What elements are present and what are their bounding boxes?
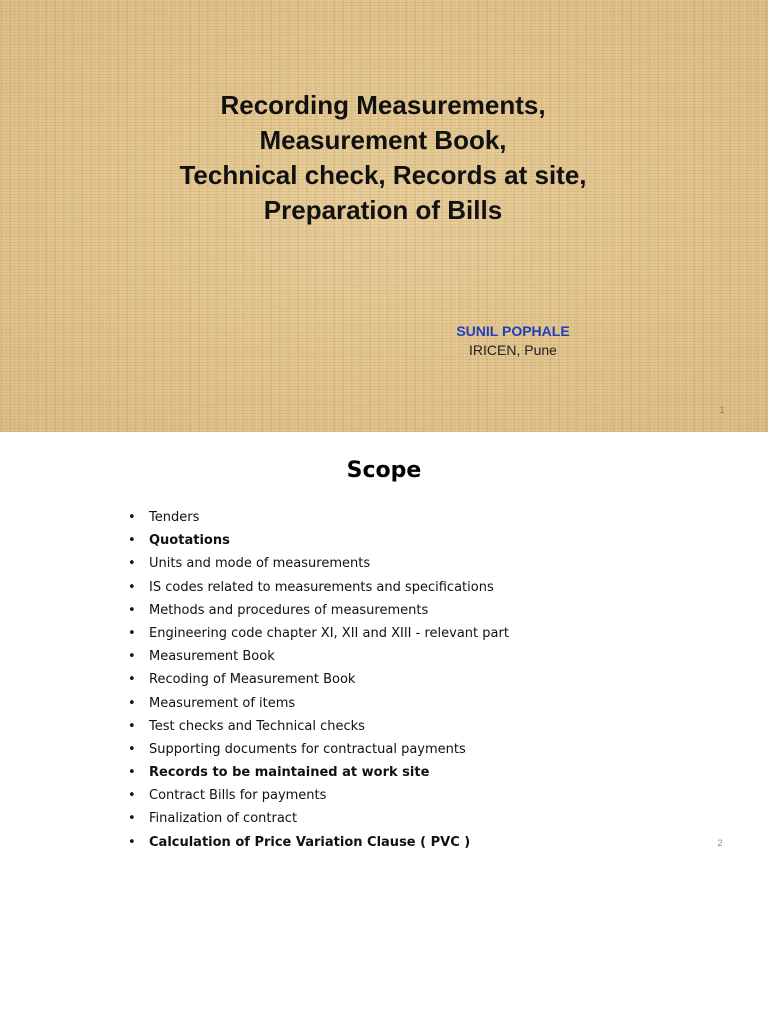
author-name: SUNIL POPHALE — [456, 323, 570, 339]
scope-item-text: Test checks and Technical checks — [149, 718, 365, 734]
scope-item-text: Engineering code chapter XI, XII and XIII - relevant part — [149, 625, 509, 641]
bullet-icon: • — [128, 718, 136, 734]
scope-item-text: IS codes related to measurements and specifications — [149, 579, 494, 595]
slide-number: 1 — [719, 405, 725, 415]
bullet-icon: • — [128, 834, 136, 850]
bullet-icon: • — [128, 765, 136, 781]
scope-bullet-list — [128, 508, 509, 856]
scope-item-text: Tenders — [149, 510, 200, 525]
bullet-icon: • — [128, 741, 136, 757]
scope-list-item — [128, 717, 509, 740]
title-slide — [0, 0, 768, 432]
scope-item-text: Measurement Book — [149, 649, 275, 665]
scope-list-item — [128, 647, 509, 670]
scope-slide — [0, 432, 768, 864]
scope-list-item — [128, 601, 509, 624]
scope-item-text: Methods and procedures of measurements — [149, 602, 429, 618]
scope-item-text: Units and mode of measurements — [149, 556, 371, 572]
scope-list-item — [128, 531, 509, 554]
slide-number: 2 — [717, 838, 723, 848]
scope-list-item — [128, 740, 509, 763]
bullet-icon: • — [128, 533, 136, 549]
bullet-icon: • — [128, 602, 136, 618]
bullet-icon: • — [128, 510, 136, 525]
bullet-icon: • — [128, 672, 136, 688]
scope-item-text: Recoding of Measurement Book — [149, 672, 356, 688]
scope-item-text: Quotations — [149, 533, 230, 549]
scope-list-item — [128, 833, 509, 856]
bullet-icon: • — [128, 811, 136, 827]
scope-list-item — [128, 624, 509, 647]
scope-list-item — [128, 694, 509, 717]
scope-item-text: Supporting documents for contractual payments — [149, 741, 466, 757]
title-line-4: Preparation of Bills — [263, 195, 503, 225]
title-line-2: Measurement Book, — [259, 125, 507, 155]
scope-list-item — [128, 508, 509, 531]
scope-item-text: Calculation of Price Variation Clause ( PVC ) — [149, 834, 471, 850]
bullet-icon: • — [128, 579, 136, 595]
scope-item-text: Contract Bills for payments — [149, 788, 327, 804]
title-line-1: Recording Measurements, — [220, 90, 546, 120]
author-organization: IRICEN, Pune — [469, 342, 557, 358]
bullet-icon: • — [128, 695, 136, 711]
bullet-icon: • — [128, 625, 136, 641]
bullet-icon: • — [128, 556, 136, 572]
bullet-icon: • — [128, 649, 136, 665]
blank-area — [0, 864, 768, 1024]
slide-title — [100, 88, 666, 228]
scope-list-item — [128, 809, 509, 832]
bullet-icon: • — [128, 788, 136, 804]
title-line-3: Technical check, Records at site, — [179, 160, 587, 190]
scope-item-text: Measurement of items — [149, 695, 296, 711]
scope-item-text: Finalization of contract — [149, 811, 298, 827]
scope-list-item — [128, 786, 509, 809]
scope-list-item — [128, 763, 509, 786]
scope-list-item — [128, 578, 509, 601]
scope-list-item — [128, 554, 509, 577]
scope-list-item — [128, 670, 509, 693]
scope-item-text: Records to be maintained at work site — [149, 765, 430, 781]
scope-heading: Scope — [346, 458, 422, 483]
